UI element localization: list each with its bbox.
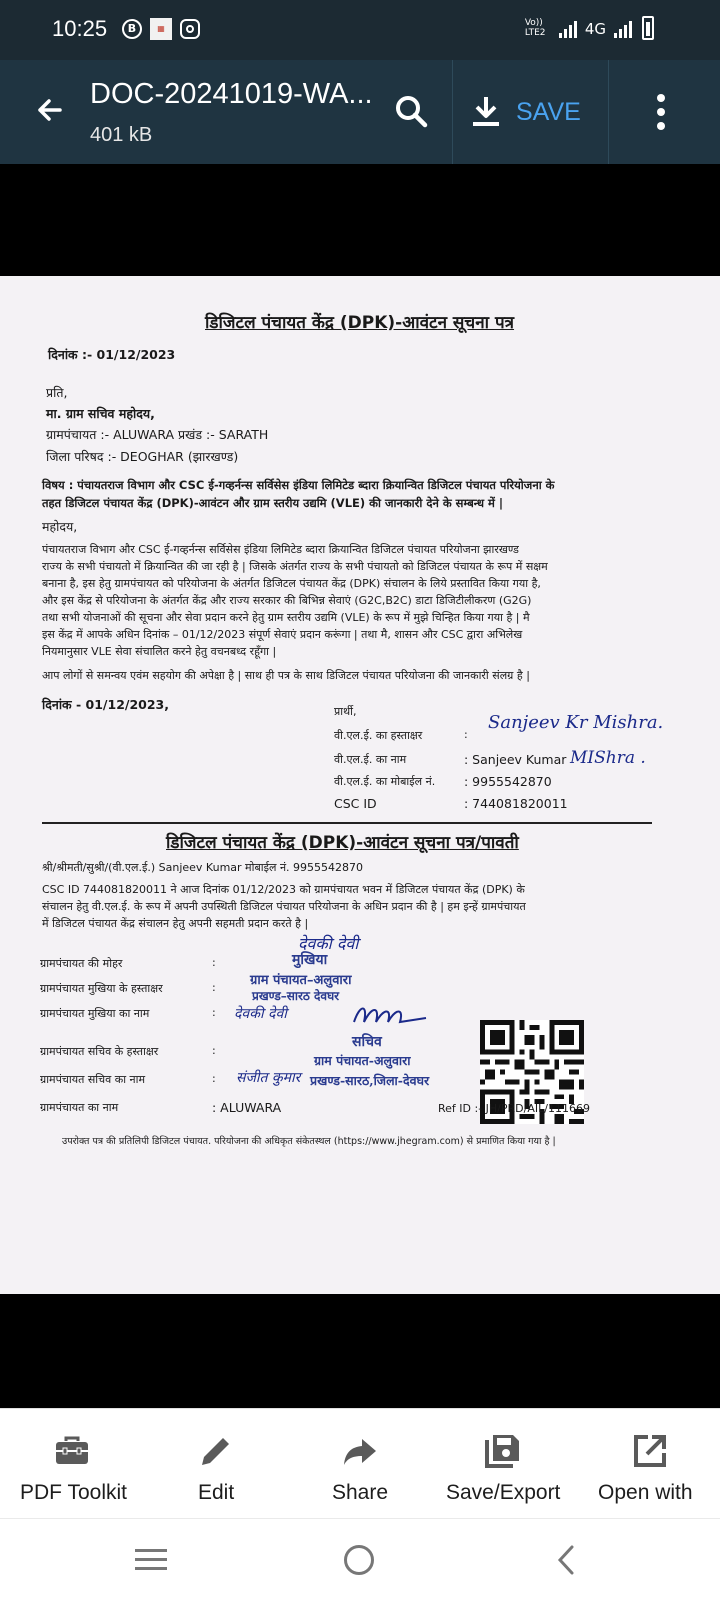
addressee-text: मा. ग्राम सचिव महोदय, (46, 406, 155, 421)
open-with-label: Open with (598, 1481, 693, 1504)
prati-text: प्रति, (46, 385, 68, 400)
recent-apps-icon[interactable] (134, 1545, 168, 1575)
signal-icon (559, 18, 577, 38)
body-line: बनाना है, इस हेतु ग्रामपंचायत को परियोजना के अंतर्गत डिजिटल पंचायत केंद्र (DPK) संचालन के लिये प्रस्तावित किया गया है, (42, 577, 541, 590)
system-nav-bar (0, 1518, 720, 1601)
gp-name-value: : ALUWARA (212, 1100, 282, 1115)
body-line: इस केंद्र में आपके अधिन दिनांक – 01/12/2023 संपूर्ण सेवाएं प्रदान करूंगा | तथा मै, शासन और CSC द्वारा अभिलेख (42, 628, 523, 641)
bottom-toolbar (0, 1408, 720, 1519)
open-external-icon (630, 1431, 670, 1471)
sachiv-stamp-line-3: प्रखण्ड-सारठ,जिला-देवघर (310, 1073, 430, 1088)
handwritten-head-sign: देवकी देवी (298, 934, 359, 953)
panchayat-line: ग्रामपंचायत :- ALUWARA प्रखंड :- SARATH (46, 427, 269, 442)
receipt-heading: डिजिटल पंचायत केंद्र (DPK)-आवंटन सूचना पत्र/पावती (166, 833, 519, 853)
receipt-line-1: श्री/श्रीमती/सुश्री/(वी.एल.ई.) Sanjeev Kumar मोबाईल नं. 9955542870 (42, 861, 364, 874)
colon: : (212, 1044, 216, 1057)
handwritten-head-name: देवकी देवी (234, 1006, 287, 1022)
document-size: 401 kB (90, 124, 153, 146)
appbar-divider-2 (608, 60, 609, 164)
csc-value: : 744081820011 (464, 796, 568, 811)
subject-line-1: विषय : पंचायतराज विभाग और CSC ई-गव्हर्नन्स सर्विसेस इंडिया लिमिटेड ब्दारा क्रियान्वित डिजिटल पंचायत परियोजना के (42, 478, 555, 492)
status-signal-group (525, 18, 658, 38)
sachiv-stamp-line-2: ग्राम पंचायत-अलुवारा (314, 1053, 411, 1068)
gp-name-label: ग्रामपंचायत का नाम (40, 1101, 119, 1114)
document-title: DOC-20241019-WA... (90, 78, 373, 110)
subject-line-2: तहत डिजिटल पंचायत केंद्र (DPK)-आवंटन और ग्राम स्तरीय उद्यमि (VLE) की जानकारी देने के सम्बन्ध में | (42, 496, 504, 510)
secretary-signature-scribble (350, 1000, 430, 1030)
mukhiya-stamp-line-3: प्रखण्ड–सारठ देवघर (252, 989, 340, 1003)
section-divider (42, 822, 652, 824)
receipt-line-4: में डिजिटल पंचायत केंद्र संचालन हेतु अपनी सहमती प्रदान करते है | (42, 917, 309, 930)
vle-name-label: वी.एल.ई. का नाम (334, 753, 407, 766)
mukhiya-stamp-line-2: ग्राम पंचायत–अलुवारा (250, 973, 352, 988)
body-line: नियमानुसार VLE सेवा संचालित करने हेतु वचनबध्द रहूँगा | (42, 645, 277, 658)
status-bar (0, 0, 720, 60)
closing-line: आप लोगों से समन्वय एवंम सहयोग की अपेक्षा है | साथ ही पत्र के साथ डिजिटल पंचायत परियोजना की जानकारी संलग्र है | (42, 669, 530, 682)
vle-name-handwritten: MIShra . (570, 748, 646, 768)
mukhiya-stamp-title: मुखिया (292, 952, 328, 968)
body-line: पंचायतराज विभाग और CSC ई-गव्हर्नन्स सर्विसेस इंडिया लिमिटेड ब्दारा क्रियान्वित डिजिटल पंचायत परियोजना झारखण्ड (42, 543, 519, 556)
colon: : (212, 1072, 216, 1085)
colon: : (212, 956, 216, 969)
share-button[interactable] (288, 1409, 432, 1519)
pdf-page[interactable] (0, 276, 720, 1294)
app-bar (0, 60, 720, 164)
battery-icon (642, 16, 654, 40)
save-disk-icon (482, 1431, 522, 1471)
colon: : (464, 728, 468, 741)
search-icon[interactable] (390, 90, 434, 134)
applicant-label: प्रार्थी, (334, 705, 357, 718)
receipt-line-3: संचालन हेतु वी.एल.ई. के रूप में अपनी उपस्थिती डिजिटल पंचायत परियोजना के अधिन प्रदान की है | हम इन्हें ग्रामपंचायत (42, 900, 526, 913)
body-line: राज्य के सभी पंचायतो में क्रियान्वित की जा रही है | जिसके अंतर्गत राज्य के सभी पंचायतो को डिजिटल पंचायत के रूप में सक्षम (42, 560, 548, 573)
gp-head-name-label: ग्रामपंचायत मुखिया का नाम (40, 1007, 150, 1020)
edit-button[interactable] (144, 1409, 288, 1519)
handwritten-secretary-name: संजीत कुमार (236, 1070, 301, 1086)
document-heading: डिजिटल पंचायत केंद्र (DPK)-आवंटन सूचना पत्र (205, 313, 515, 333)
vle-signature-label: वी.एल.ई. का हस्ताक्षर (334, 729, 423, 742)
salutation: महोदय, (42, 519, 78, 534)
app-thumbnail-icon: ▦ (150, 18, 172, 40)
ref-id: Ref ID :- JH/PRD/AIL/111669 (438, 1102, 590, 1115)
vle-signature: Sanjeev Kr Mishra. (488, 712, 664, 733)
vle-mobile-value: : 9955542870 (464, 774, 552, 789)
back-icon[interactable] (552, 1543, 582, 1577)
toolbox-icon (52, 1431, 92, 1471)
gp-seal-label: ग्रामपंचायत की मोहर (40, 957, 123, 970)
footer-note: उपरोक्त पत्र की प्रतिलिपी डिजिटल पंचायत. परियोजना की अधिकृत संकेतस्थल (https://www.jhegram.com) से प्रमाणित किया गया है | (62, 1136, 556, 1147)
gp-secretary-sign-label: ग्रामपंचायत सचिव के हस्ताक्षर (40, 1045, 159, 1058)
colon: : (212, 1006, 216, 1019)
gp-head-sign-label: ग्रामपंचायत मुखिया के हस्ताक्षर (40, 982, 163, 995)
pencil-icon (196, 1431, 236, 1471)
share-label: Share (332, 1481, 389, 1504)
document-date: दिनांक :- 01/12/2023 (48, 347, 176, 362)
save-export-label: Save/Export (446, 1481, 561, 1504)
body-line: और इस केंद्र से परियोजना के अंतर्गत केंद्र और राज्य सरकार की बिभिन्न सेवाएं (G2C,B2C) डाटा डिजिटीलीकरण (G2G) (42, 594, 532, 607)
gp-secretary-name-label: ग्रामपंचायत सचिव का नाम (40, 1073, 146, 1086)
back-arrow-icon[interactable] (30, 90, 70, 130)
volte-indicator: Vo)) LTE2 (524, 18, 546, 38)
home-icon[interactable] (342, 1543, 376, 1577)
save-label: SAVE (516, 97, 581, 126)
instagram-icon (180, 19, 200, 39)
sign-date: दिनांक - 01/12/2023, (42, 697, 170, 712)
vle-name-value: : Sanjeev Kumar (464, 752, 567, 767)
more-options-icon[interactable] (646, 90, 676, 134)
download-icon (470, 94, 502, 130)
district-line: जिला परिषद :- DEOGHAR (झारखण्ड) (46, 449, 239, 464)
appbar-divider (452, 60, 453, 164)
csc-label: CSC ID (334, 796, 377, 811)
vle-mobile-label: वी.एल.ई. का मोबाईल नं. (334, 775, 436, 788)
share-arrow-icon (340, 1431, 380, 1471)
network-type: 4G (584, 20, 606, 38)
pdf-toolkit-button[interactable] (0, 1409, 144, 1519)
edit-label: Edit (198, 1481, 235, 1504)
sachiv-stamp-title: सचिव (352, 1034, 382, 1050)
colon: : (212, 981, 216, 994)
status-time: 10:25 (52, 16, 108, 41)
save-button[interactable] (470, 88, 581, 136)
body-line: तथा सभी योजनाओं की सूचना और सेवा प्रदान करने हेतु ग्राम स्तरीय उद्यमि (VLE) के रूप में मुझे चिन्हित किया गया है | मै (42, 611, 530, 624)
status-notification-icons (122, 18, 200, 40)
pdf-toolkit-label: PDF Toolkit (20, 1481, 127, 1504)
signal-icon-2 (614, 18, 632, 38)
open-with-button[interactable] (576, 1409, 720, 1519)
save-export-button[interactable] (432, 1409, 576, 1519)
receipt-line-2: CSC ID 744081820011 ने आज दिनांक 01/12/2023 को ग्रामपंचायत भवन में डिजिटल पंचायत केंद्र (DPK) के (42, 883, 525, 896)
b-badge-icon: B (122, 19, 142, 39)
